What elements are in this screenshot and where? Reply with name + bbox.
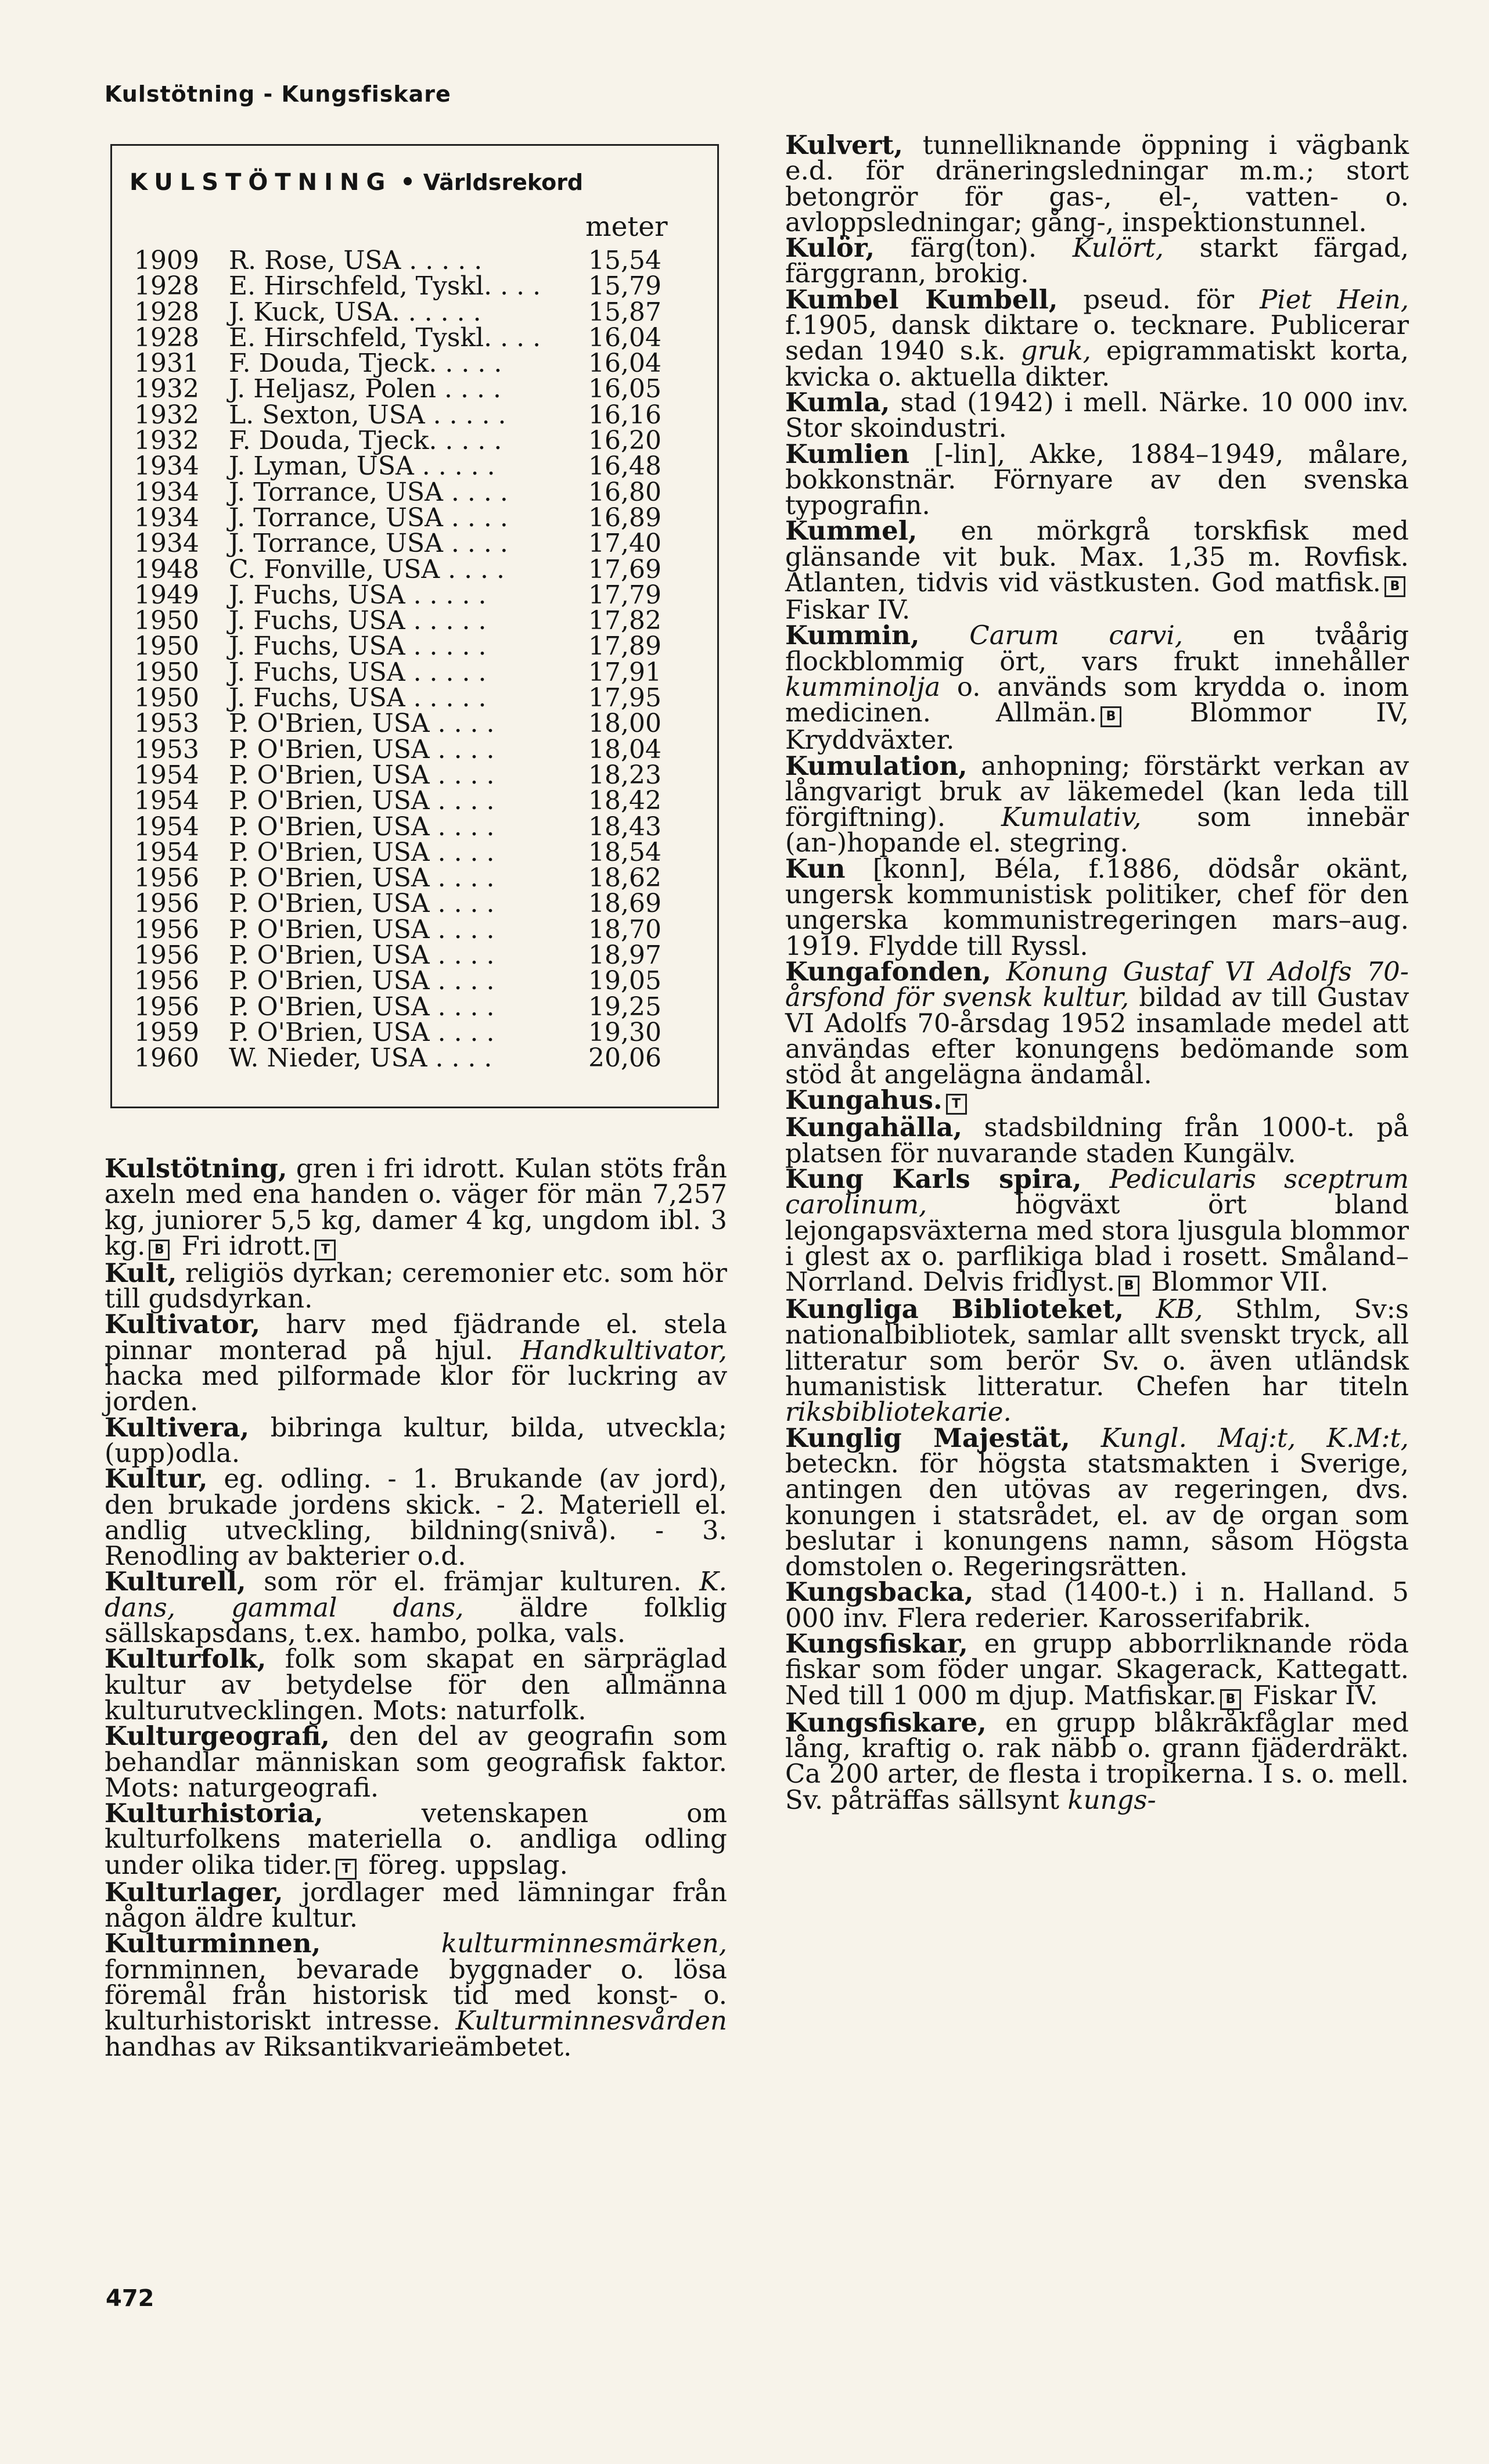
dictionary-entry xyxy=(785,620,1409,756)
dictionary-entry xyxy=(785,130,1409,238)
reference-box-icon: T xyxy=(946,1094,967,1115)
dictionary-entry xyxy=(785,232,1409,289)
record-row xyxy=(134,891,709,917)
entry-text: gren i fri idrott. Kulan stöts från axeln med ena handen o. väger för män 7,257 kg, juniorer 5,5 kg, damer 4 kg, ungdom ibl. 3 kg. xyxy=(105,1153,727,1261)
entry-italic-term: gruk, xyxy=(1020,335,1091,367)
record-value: 17,69 xyxy=(588,554,661,584)
record-row xyxy=(134,1043,709,1073)
entry-headword: Kumulation, xyxy=(785,750,968,781)
entry-headword: Kulvert, xyxy=(785,130,903,160)
entry-text: en grupp blåkråkfåglar med lång, kraftig o. rak näbb o. grann fjäderdräkt. Ca 200 arter, de flesta i tropikerna. I s. o. mell. Sv. påträffas sällsynt xyxy=(785,1707,1409,1815)
entry-text: bildad av till Gustav VI Adolfs 70-årsdag 1952 insamlade medel att användas efter konungens bedömande som stöd åt angelägna ändamål. xyxy=(785,982,1409,1090)
record-list xyxy=(134,248,709,1072)
reference-box-icon: B xyxy=(1118,1276,1139,1296)
dictionary-entry xyxy=(785,1422,1409,1582)
dictionary-entry xyxy=(785,515,1409,626)
record-value: 18,42 xyxy=(588,786,661,816)
dictionary-entry xyxy=(105,1723,727,1801)
entry-text: [-lin], Akke, 1884–1949, målare, bokkonstnär. Förnyare av den svenska typografin. xyxy=(785,438,1409,521)
entry-headword: Kunglig Majestät, xyxy=(785,1422,1070,1453)
record-row xyxy=(134,685,709,711)
entry-headword: Kultur, xyxy=(105,1463,208,1495)
record-row xyxy=(134,248,709,274)
entry-headword: Kungahus. xyxy=(785,1084,943,1116)
record-year: 1934 xyxy=(134,502,199,533)
entry-text: anhopning; förstärkt verkan av långvarigt bruk av läkemedel (kan leda till förgiftning). xyxy=(785,750,1409,833)
record-row xyxy=(134,349,709,379)
record-row xyxy=(134,580,709,610)
left-column xyxy=(105,1153,727,2062)
entry-text: en grupp abborrliknande röda fiskar som föder ungar. Skagerack, Kattegatt. Ned till 1 000 m djup. Matfiskar. xyxy=(785,1628,1409,1711)
record-holder: P. O'Brien, USA . . . . xyxy=(229,940,495,971)
record-value: 18,23 xyxy=(588,760,661,790)
record-year: 1934 xyxy=(134,529,199,559)
record-holder: J. Fuchs, USA . . . . . xyxy=(229,683,487,713)
record-year: 1932 xyxy=(134,426,199,456)
entry-italic-term: Piet Hein, xyxy=(1260,283,1409,315)
world-record-box xyxy=(110,144,719,1108)
record-holder: J. Heljasz, Polen . . . . xyxy=(229,374,501,404)
dictionary-entry xyxy=(785,1084,1409,1116)
record-holder: P. O'Brien, USA . . . . xyxy=(229,709,495,739)
record-box-title xyxy=(130,169,583,196)
running-head: Kulstötning - Kungsfiskare xyxy=(105,81,451,107)
reference-box-icon: B xyxy=(1100,706,1121,727)
record-year: 1956 xyxy=(134,992,199,1022)
record-value: 18,43 xyxy=(588,811,661,842)
record-year: 1928 xyxy=(134,322,199,353)
dictionary-entry xyxy=(105,1928,727,2062)
record-value: 16,20 xyxy=(588,426,661,456)
entry-text: harv med fjädrande el. stela pinnar monterad på hjul. xyxy=(105,1309,727,1366)
entry-text: folk som skapat en särpräglad kultur av betydelse för den allmänna kulturutvecklingen. Mots: naturfolk. xyxy=(105,1643,727,1726)
record-row xyxy=(134,297,709,327)
record-row xyxy=(134,400,709,430)
entry-text: f.1905, dansk diktare o. tecknare. Publicerar sedan 1940 s.k. xyxy=(785,310,1409,367)
title-separator: • xyxy=(400,169,415,196)
record-value: 15,87 xyxy=(588,297,661,327)
entry-headword: Kungsfiskare, xyxy=(785,1707,987,1738)
record-holder: P. O'Brien, USA . . . . xyxy=(229,760,495,790)
record-holder: P. O'Brien, USA . . . . xyxy=(229,966,495,996)
record-year: 1960 xyxy=(134,1043,199,1073)
record-holder: P. O'Brien, USA . . . . xyxy=(229,914,495,944)
record-holder: J. Torrance, USA . . . . xyxy=(229,477,508,507)
entry-text: högväxt ört bland lejongapsväxterna med stora ljusgula blommor i glest ax o. parflikiga blad i rosett. Småland–Norrland. Delvis fridlyst. xyxy=(785,1189,1409,1298)
dictionary-entry xyxy=(105,1257,727,1314)
entry-text: föreg. uppslag. xyxy=(360,1849,568,1880)
dictionary-entry xyxy=(785,853,1409,961)
record-holder: F. Douda, Tjeck. . . . . xyxy=(229,426,502,456)
entry-headword: Kulturell, xyxy=(105,1566,246,1597)
dictionary-entry xyxy=(785,1707,1409,1815)
record-year: 1949 xyxy=(134,580,199,610)
record-holder: P. O'Brien, USA . . . . xyxy=(229,863,495,893)
entry-italic-term: kumminolja xyxy=(785,671,941,702)
record-year: 1950 xyxy=(134,606,199,636)
record-value: 18,04 xyxy=(588,734,661,764)
record-value: 18,97 xyxy=(588,940,661,971)
dictionary-entry xyxy=(105,1463,727,1572)
record-value: 16,80 xyxy=(588,477,661,507)
record-holder: E. Hirschfeld, Tyskl. . . . xyxy=(229,322,541,353)
record-value: 19,05 xyxy=(588,966,661,996)
record-holder: J. Lyman, USA . . . . . xyxy=(229,451,495,482)
page-number: 472 xyxy=(106,2285,154,2312)
record-row xyxy=(134,1017,709,1047)
entry-headword: Kulör, xyxy=(785,232,875,264)
entry-text: bibringa kultur, bilda, utveckla; (upp)odla. xyxy=(105,1411,727,1468)
record-value: 18,62 xyxy=(588,863,661,893)
record-value: 17,79 xyxy=(588,580,661,610)
unit-label: meter xyxy=(585,211,668,243)
record-holder: P. O'Brien, USA . . . . xyxy=(229,992,495,1022)
entry-text: Blommor VII. xyxy=(1143,1266,1329,1298)
record-holder: E. Hirschfeld, Tyskl. . . . xyxy=(229,271,541,301)
record-holder: J. Fuchs, USA . . . . . xyxy=(229,606,487,636)
record-year: 1934 xyxy=(134,451,199,482)
record-row xyxy=(134,734,709,764)
record-value: 17,40 xyxy=(588,529,661,559)
record-year: 1956 xyxy=(134,966,199,996)
record-row xyxy=(134,811,709,842)
record-holder: P. O'Brien, USA . . . . xyxy=(229,889,495,919)
entry-italic-term: Kungl. Maj:t, K.M:t, xyxy=(1100,1422,1409,1453)
record-holder: J. Fuchs, USA . . . . . xyxy=(229,631,487,662)
entry-text: religiös dyrkan; ceremonier etc. som hör till gudsdyrkan. xyxy=(105,1257,727,1314)
dictionary-entry xyxy=(785,1112,1409,1169)
entry-headword: Kumbel Kumbell, xyxy=(785,283,1058,315)
record-row xyxy=(134,428,709,454)
record-row xyxy=(134,271,709,301)
entry-headword: Kult, xyxy=(105,1257,177,1288)
record-value: 16,48 xyxy=(588,451,661,482)
dictionary-entry xyxy=(785,283,1409,392)
record-holder: J. Kuck, USA. . . . . . xyxy=(229,297,481,327)
record-year: 1956 xyxy=(134,863,199,893)
record-year: 1953 xyxy=(134,734,199,764)
record-value: 17,82 xyxy=(588,606,661,636)
entry-text: färg(ton). xyxy=(875,232,1073,264)
dictionary-entry xyxy=(105,1566,727,1649)
record-row xyxy=(134,502,709,533)
record-holder: J. Torrance, USA . . . . xyxy=(229,529,508,559)
dictionary-entry xyxy=(105,1309,727,1417)
reference-box-icon: B xyxy=(1384,576,1405,597)
record-year: 1954 xyxy=(134,760,199,790)
record-value: 16,89 xyxy=(588,502,661,533)
record-box-title-main: KULSTÖTNING xyxy=(130,169,393,196)
entry-text: stad (1400-t.) i n. Halland. 5 000 inv. Flera rederier. Karosserifabrik. xyxy=(785,1576,1409,1633)
record-year: 1954 xyxy=(134,786,199,816)
entry-text: fornminnen, bevarade byggnader o. lösa föremål från historisk tid med konst- o. kulturhistoriskt intresse. xyxy=(105,1953,727,2036)
record-value: 18,54 xyxy=(588,837,661,867)
record-value: 18,70 xyxy=(588,914,661,944)
record-row xyxy=(134,865,709,891)
entry-text: beteckn. för högsta statsmakten i Sverige, antingen den utövas av regeringen, dvs. konungen i statsrådet, el. av de organ som beslutar i konungens namn, såsom Högsta domstolen o. Regeringsrätten. xyxy=(785,1447,1409,1582)
right-column xyxy=(785,132,1409,1813)
entry-italic-term: KB, xyxy=(1156,1294,1203,1325)
entry-headword: Kun xyxy=(785,853,846,884)
entry-headword: Kulturminnen, xyxy=(105,1928,321,1959)
entry-text: o. används som krydda o. inom medicinen. Allmän. xyxy=(785,671,1409,728)
entry-text: hacka med pilformade klor för luckring av jorden. xyxy=(105,1360,727,1417)
entry-headword: Kungsbacka, xyxy=(785,1576,974,1608)
record-year: 1932 xyxy=(134,400,199,430)
entry-italic-term: Kulört, xyxy=(1072,232,1164,264)
record-row xyxy=(134,711,709,737)
reference-box-icon: B xyxy=(1220,1689,1241,1710)
reference-box-icon: B xyxy=(149,1240,170,1260)
record-value: 20,06 xyxy=(588,1043,661,1073)
record-value: 16,05 xyxy=(588,374,661,404)
entry-headword: Kungahälla, xyxy=(785,1112,963,1143)
record-year: 1932 xyxy=(134,374,199,404)
record-year: 1954 xyxy=(134,811,199,842)
record-row xyxy=(134,788,709,814)
entry-text: den del av geografin som behandlar människan som geografisk faktor. Mots: naturgeografi. xyxy=(105,1721,727,1803)
record-year: 1934 xyxy=(134,477,199,507)
record-row xyxy=(134,631,709,662)
record-holder: F. Douda, Tjeck. . . . . xyxy=(229,349,502,379)
dictionary-entry xyxy=(785,1628,1409,1711)
entry-headword: Kungsfiskar, xyxy=(785,1628,968,1660)
record-year: 1950 xyxy=(134,657,199,687)
record-row xyxy=(134,376,709,402)
dictionary-entry xyxy=(105,1643,727,1726)
record-year: 1950 xyxy=(134,683,199,713)
entry-headword: Kummin, xyxy=(785,620,920,651)
record-row xyxy=(134,451,709,482)
entry-headword: Kungliga Biblioteket, xyxy=(785,1294,1124,1325)
record-year: 1959 xyxy=(134,1017,199,1047)
record-row xyxy=(134,837,709,867)
reference-box-icon: T xyxy=(336,1859,357,1880)
dictionary-entry xyxy=(785,956,1409,1090)
record-year: 1956 xyxy=(134,914,199,944)
entry-headword: Kulstötning, xyxy=(105,1153,287,1184)
entry-italic-term: kulturminnesmärken, xyxy=(441,1928,727,1959)
record-row xyxy=(134,940,709,971)
record-value: 19,30 xyxy=(588,1017,661,1047)
entry-text: starkt färgad, färggrann, brokig. xyxy=(785,232,1409,289)
record-value: 19,25 xyxy=(588,992,661,1022)
entry-headword: Kummel, xyxy=(785,515,918,547)
record-value: 18,00 xyxy=(588,709,661,739)
dictionary-entry xyxy=(785,438,1409,521)
entry-text: stad (1942) i mell. Närke. 10 000 inv. Stor skoindustri. xyxy=(785,386,1409,444)
record-year: 1953 xyxy=(134,709,199,739)
record-row xyxy=(134,760,709,790)
record-holder: L. Sexton, USA . . . . . xyxy=(229,400,506,430)
record-box-title-sub: Världsrekord xyxy=(423,170,584,195)
reference-box-icon: T xyxy=(315,1240,336,1260)
record-year: 1931 xyxy=(134,349,199,379)
entry-text: en tvåårig flockblommig ört, vars frukt innehåller xyxy=(785,620,1409,677)
record-value: 17,91 xyxy=(588,657,661,687)
entry-text: Fri idrott. xyxy=(173,1230,312,1261)
entry-italic-term: Kulturminnesvården xyxy=(455,2005,727,2036)
record-holder: C. Fonville, USA . . . . xyxy=(229,554,505,584)
record-year: 1909 xyxy=(134,246,199,275)
entry-text: äldre folklig sällskapsdans, t.ex. hambo, polka, vals. xyxy=(105,1592,727,1649)
record-row xyxy=(134,608,709,634)
entry-text: som rör el. främjar kulturen. xyxy=(246,1566,700,1597)
entry-text: Fiskar IV. xyxy=(785,594,911,626)
record-row xyxy=(134,322,709,353)
record-year: 1956 xyxy=(134,940,199,971)
record-holder: P. O'Brien, USA . . . . xyxy=(229,1017,495,1047)
record-holder: R. Rose, USA . . . . . xyxy=(229,246,483,275)
dictionary-entry xyxy=(105,1798,727,1880)
entry-text: Sthlm, Sv:s nationalbibliotek, samlar allt svenskt tryck, all litteratur som berör Sv. o. även utländsk humanistisk litteratur. Chefen har titeln xyxy=(785,1294,1409,1402)
entry-text: pseud. för xyxy=(1058,283,1260,315)
record-row xyxy=(134,477,709,507)
dictionary-entry xyxy=(785,750,1409,859)
entry-headword: Kungafonden, xyxy=(785,956,991,987)
record-holder: J. Fuchs, USA . . . . . xyxy=(229,657,487,687)
record-value: 16,04 xyxy=(588,349,661,379)
entry-italic-term: Konung Gustaf VI Adolfs 70-årsfond för svensk kultur, xyxy=(785,956,1409,1013)
entry-text: stadsbildning från 1000-t. på platsen för nuvarande staden Kungälv. xyxy=(785,1112,1409,1169)
dictionary-entry xyxy=(105,1153,727,1261)
dictionary-entry xyxy=(785,386,1409,444)
record-holder: P. O'Brien, USA . . . . xyxy=(229,811,495,842)
entry-headword: Kumlien xyxy=(785,438,909,469)
entry-italic-term: Kumulativ, xyxy=(1001,802,1142,833)
dictionary-entry xyxy=(785,1294,1409,1428)
entry-headword: Kultivator, xyxy=(105,1309,261,1340)
record-year: 1948 xyxy=(134,554,199,584)
record-holder: J. Torrance, USA . . . . xyxy=(229,502,508,533)
entry-headword: Kulturlager, xyxy=(105,1876,283,1908)
record-value: 16,16 xyxy=(588,400,661,430)
record-year: 1950 xyxy=(134,631,199,662)
entry-headword: Kumla, xyxy=(785,386,890,418)
entry-text: epigrammatiskt korta, kvicka o. aktuella dikter. xyxy=(785,335,1409,392)
record-year: 1956 xyxy=(134,889,199,919)
entry-italic-term: K. dans, gammal dans, xyxy=(105,1566,727,1623)
record-value: 16,04 xyxy=(588,322,661,353)
entry-italic-term: riksbibliotekarie. xyxy=(785,1396,1012,1428)
record-holder: P. O'Brien, USA . . . . xyxy=(229,786,495,816)
entry-headword: Kulturgeografi, xyxy=(105,1721,330,1752)
entry-text: jordlager med lämningar från någon äldre kultur. xyxy=(105,1876,727,1934)
record-holder: W. Nieder, USA . . . . xyxy=(229,1043,492,1073)
entry-italic-term: kungs- xyxy=(1067,1784,1156,1815)
record-year: 1928 xyxy=(134,297,199,327)
record-value: 17,89 xyxy=(588,631,661,662)
record-row xyxy=(134,554,709,584)
entry-italic-term: Handkultivator, xyxy=(520,1334,727,1366)
record-row xyxy=(134,529,709,559)
entry-headword: Kung Karls spira, xyxy=(785,1163,1082,1194)
entry-text: eg. odling. - 1. Brukande (av jord), den brukade jordens skick. - 2. Materiell el. andlig utveckling, bildning(snivå). - 3. Renodling av bakterier o.d. xyxy=(105,1463,727,1572)
entry-italic-term: Pedicularis sceptrum carolinum, xyxy=(785,1163,1409,1220)
record-year: 1954 xyxy=(134,837,199,867)
entry-italic-term: Carum carvi, xyxy=(969,620,1184,651)
record-value: 18,69 xyxy=(588,889,661,919)
record-row xyxy=(134,968,709,994)
entry-headword: Kultivera, xyxy=(105,1411,250,1443)
record-value: 15,54 xyxy=(588,246,661,275)
entry-text: som innebär (an-)hopande el. stegring. xyxy=(785,802,1409,859)
dictionary-entry xyxy=(105,1876,727,1934)
record-year: 1928 xyxy=(134,271,199,301)
entry-text: Fiskar IV. xyxy=(1245,1679,1378,1711)
record-value: 15,79 xyxy=(588,271,661,301)
dictionary-entry xyxy=(785,1163,1409,1298)
record-holder: P. O'Brien, USA . . . . xyxy=(229,734,495,764)
entry-text: handhas av Riksantikvarieämbetet. xyxy=(105,2031,572,2062)
record-holder: J. Fuchs, USA . . . . . xyxy=(229,580,487,610)
record-value: 17,95 xyxy=(588,683,661,713)
entry-headword: Kulturfolk, xyxy=(105,1643,267,1675)
entry-headword: Kulturhistoria, xyxy=(105,1798,323,1829)
entry-text: [konn], Béla, f.1886, dödsår okänt, ungersk kommunistisk politiker, chef för den ungerska kommunistregeringen mars–aug. 1919. Flydde till Ryssl. xyxy=(785,853,1409,961)
dictionary-entry xyxy=(785,1576,1409,1633)
dictionary-entry xyxy=(105,1411,727,1468)
record-row xyxy=(134,657,709,687)
entry-text: tunnelliknande öppning i vägbank e.d. för dräneringsledningar m.m.; stort betongrör för gas-, el-, vatten- o. avloppsledningar; gång-, inspektionstunnel. xyxy=(785,130,1409,238)
record-row xyxy=(134,994,709,1020)
entry-text: en mörkgrå torskfisk med glänsande vit buk. Max. 1,35 m. Rovfisk. Atlanten, tidvis vid västkusten. God matfisk. xyxy=(785,515,1409,598)
entry-text: vetenskapen om kulturfolkens materiella o. andliga odling under olika tider. xyxy=(105,1798,727,1880)
record-row xyxy=(134,914,709,944)
entry-text: Blommor IV, Kryddväxter. xyxy=(785,697,1409,756)
record-holder: P. O'Brien, USA . . . . xyxy=(229,837,495,867)
